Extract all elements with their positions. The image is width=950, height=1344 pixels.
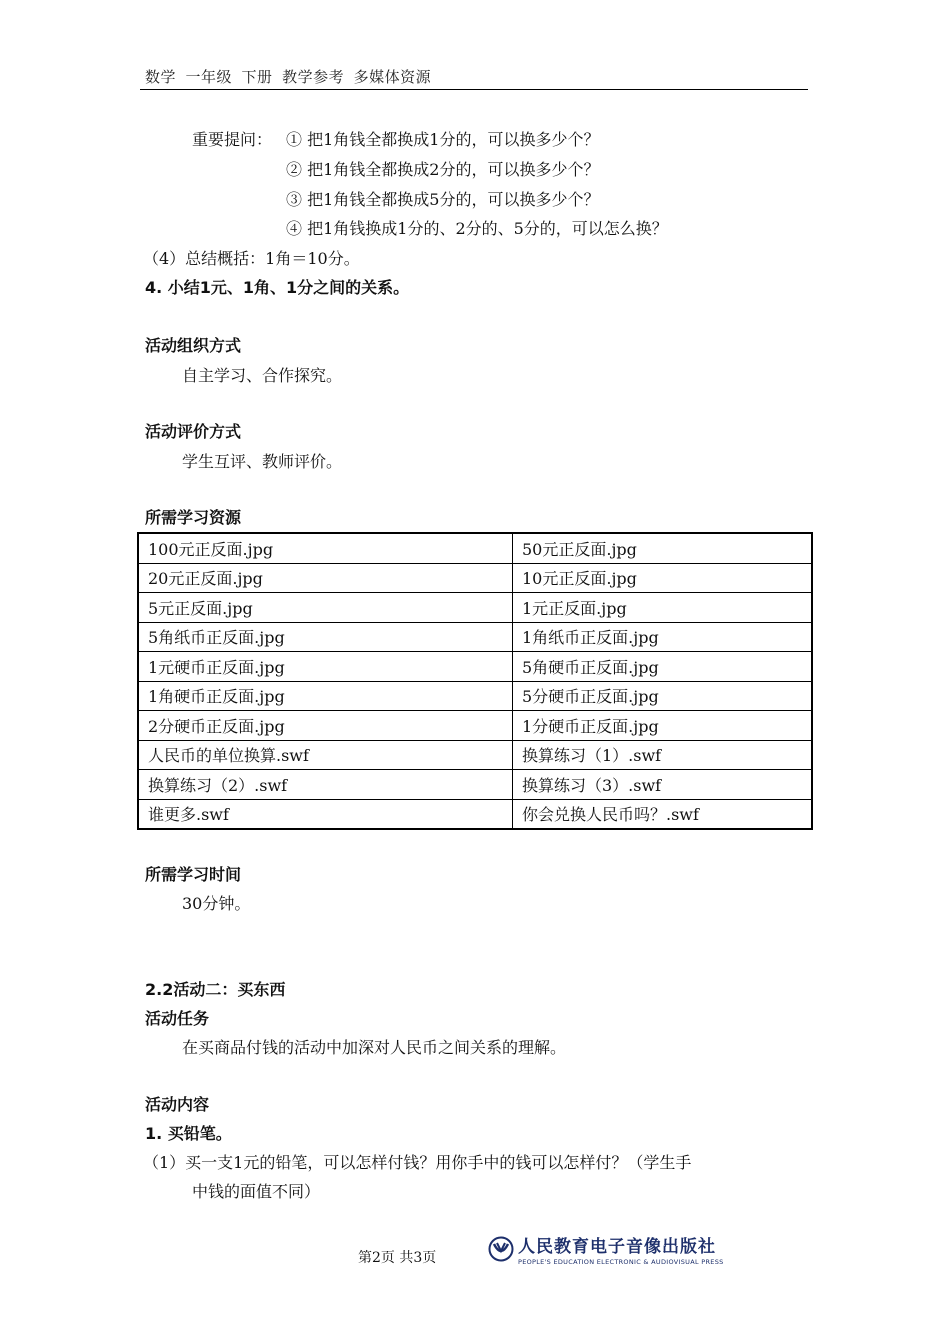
question-1: ① 把1角钱全都换成1分的，可以换多少个？ bbox=[286, 130, 600, 149]
org-heading: 活动组织方式 bbox=[145, 336, 242, 355]
time-heading: 所需学习时间 bbox=[145, 865, 242, 884]
resource-cell-left: 谁更多.swf bbox=[138, 799, 513, 829]
table-row bbox=[138, 740, 812, 770]
key-questions-label: 重要提问： bbox=[192, 130, 273, 149]
resource-cell-left: 换算练习（2）.swf bbox=[138, 770, 513, 800]
resource-cell-right: 50元正反面.jpg bbox=[513, 533, 813, 563]
question-4: ④ 把1角钱换成1分的、2分的、5分的，可以怎么换？ bbox=[286, 219, 668, 238]
header-divider bbox=[140, 89, 808, 90]
resources-table bbox=[137, 532, 813, 830]
resource-cell-left: 5角纸币正反面.jpg bbox=[138, 622, 513, 652]
eval-heading: 活动评价方式 bbox=[145, 422, 242, 441]
table-row bbox=[138, 799, 812, 829]
publisher-logo-icon bbox=[488, 1236, 514, 1262]
table-row bbox=[138, 563, 812, 593]
table-row bbox=[138, 533, 812, 563]
resource-cell-right: 你会兑换人民币吗？.swf bbox=[513, 799, 813, 829]
resource-cell-left: 2分硬币正反面.jpg bbox=[138, 711, 513, 741]
page-number: 第2页 共3页 bbox=[358, 1250, 437, 1266]
eval-text: 学生互评、教师评价。 bbox=[182, 452, 343, 471]
item-1-heading: 1. 买铅笔。 bbox=[145, 1124, 232, 1143]
resource-cell-right: 5角硬币正反面.jpg bbox=[513, 652, 813, 682]
time-text: 30分钟。 bbox=[182, 894, 251, 913]
question-3: ③ 把1角钱全都换成5分的，可以换多少个？ bbox=[286, 190, 600, 209]
table-row bbox=[138, 593, 812, 623]
section-4-heading: 4. 小结1元、1角、1分之间的关系。 bbox=[145, 278, 410, 297]
page-header: 数学 一年级 下册 教学参考 多媒体资源 bbox=[145, 68, 432, 86]
table-row bbox=[138, 711, 812, 741]
question-2: ② 把1角钱全都换成2分的，可以换多少个？ bbox=[286, 160, 600, 179]
table-row bbox=[138, 770, 812, 800]
resource-cell-right: 1角纸币正反面.jpg bbox=[513, 622, 813, 652]
resource-cell-left: 人民币的单位换算.swf bbox=[138, 740, 513, 770]
resources-heading: 所需学习资源 bbox=[145, 508, 242, 527]
publisher-logo bbox=[488, 1232, 724, 1266]
table-row bbox=[138, 652, 812, 682]
resource-cell-left: 5元正反面.jpg bbox=[138, 593, 513, 623]
resource-cell-left: 1角硬币正反面.jpg bbox=[138, 681, 513, 711]
resource-cell-right: 换算练习（1）.swf bbox=[513, 740, 813, 770]
resource-cell-left: 20元正反面.jpg bbox=[138, 563, 513, 593]
task-heading: 活动任务 bbox=[145, 1009, 210, 1028]
resource-cell-right: 换算练习（3）.swf bbox=[513, 770, 813, 800]
summary-line: （4）总结概括：1角＝10分。 bbox=[143, 249, 360, 268]
activity2-title: 2.2活动二：买东西 bbox=[145, 980, 286, 999]
publisher-name-cn: 人民教育电子音像出版社 bbox=[518, 1237, 716, 1257]
publisher-name-en: PEOPLE'S EDUCATION ELECTRONIC & AUDIOVISUAL PRESS bbox=[518, 1258, 724, 1266]
item-1-sub-line2: 中钱的面值不同） bbox=[192, 1182, 321, 1201]
resource-cell-right: 5分硬币正反面.jpg bbox=[513, 681, 813, 711]
resource-cell-right: 1分硬币正反面.jpg bbox=[513, 711, 813, 741]
table-row bbox=[138, 622, 812, 652]
content-heading: 活动内容 bbox=[145, 1095, 210, 1114]
table-row bbox=[138, 681, 812, 711]
task-text: 在买商品付钱的活动中加深对人民币之间关系的理解。 bbox=[182, 1038, 567, 1057]
item-1-sub-line1: （1）买一支1元的铅笔，可以怎样付钱？用你手中的钱可以怎样付？（学生手 bbox=[143, 1153, 692, 1172]
resource-cell-left: 1元硬币正反面.jpg bbox=[138, 652, 513, 682]
resource-cell-right: 1元正反面.jpg bbox=[513, 593, 813, 623]
org-text: 自主学习、合作探究。 bbox=[182, 366, 343, 385]
resource-cell-right: 10元正反面.jpg bbox=[513, 563, 813, 593]
resource-cell-left: 100元正反面.jpg bbox=[138, 533, 513, 563]
